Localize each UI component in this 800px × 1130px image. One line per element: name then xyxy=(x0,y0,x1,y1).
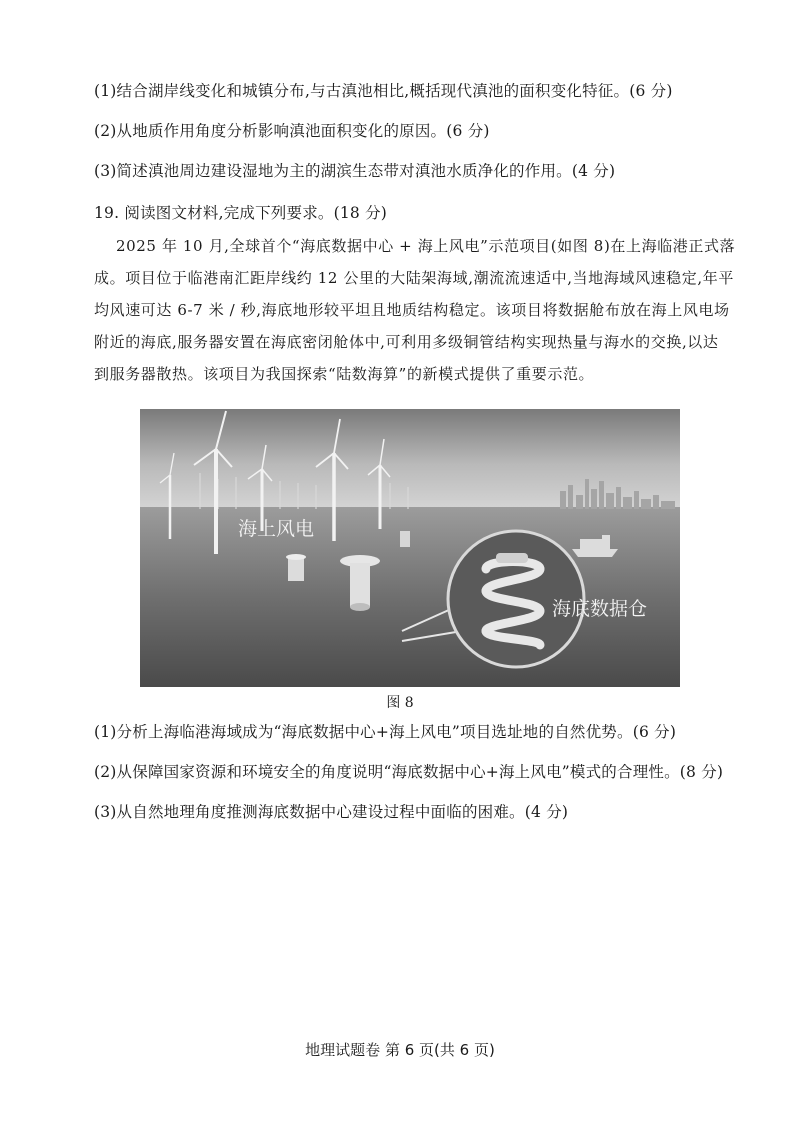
question-19-heading: 19. 阅读图文材料,完成下列要求。(18 分) xyxy=(94,204,388,222)
question-19-item-3: (3)从自然地理角度推测海底数据中心建设过程中面临的困难。(4 分) xyxy=(94,803,569,821)
label-undersea-datacenter: 海底数据仓 xyxy=(552,599,648,620)
question-19-item-1: (1)分析上海临港海域成为“海底数据中心+海上风电”项目选址地的自然优势。(6 分) xyxy=(94,723,677,741)
figure-caption: 图 8 xyxy=(386,695,414,711)
figure-8-offshore-wind-datacenter xyxy=(140,409,680,687)
figure-8-illustration xyxy=(140,409,680,687)
material-paragraph-line-5: 到服务器散热。该项目为我国探索“陆数海算”的新模式提供了重要示范。 xyxy=(94,365,595,383)
material-paragraph-line-3: 均风速可达 6-7 米 / 秒,海底地形较平坦且地质结构稳定。该项目将数据舱布放在海上风电场 xyxy=(94,301,730,319)
material-paragraph-line-2: 成。项目位于临港南汇距岸线约 12 公里的大陆架海域,潮流流速适中,当地海域风速稳定,年平 xyxy=(94,269,734,287)
prev-question-item-3: (3)简述滇池周边建设湿地为主的湖滨生态带对滇池水质净化的作用。(4 分) xyxy=(94,162,616,180)
question-19-item-2: (2)从保障国家资源和环境安全的角度说明“海底数据中心+海上风电”模式的合理性。(8 分) xyxy=(94,763,724,781)
prev-question-item-1: (1)结合湖岸线变化和城镇分布,与古滇池相比,概括现代滇池的面积变化特征。(6 分) xyxy=(94,82,673,100)
page-footer: 地理试题卷 第 6 页(共 6 页) xyxy=(305,1041,495,1059)
label-offshore-wind: 海上风电 xyxy=(238,519,315,540)
material-paragraph-line-1: 2025 年 10 月,全球首个“海底数据中心 + 海上风电”示范项目(如图 8)在上海临港正式落 xyxy=(116,237,736,255)
material-paragraph-line-4: 附近的海底,服务器安置在海底密闭舱体中,可利用多级铜管结构实现热量与海水的交换,以达 xyxy=(94,333,719,351)
prev-question-item-2: (2)从地质作用角度分析影响滇池面积变化的原因。(6 分) xyxy=(94,122,490,140)
